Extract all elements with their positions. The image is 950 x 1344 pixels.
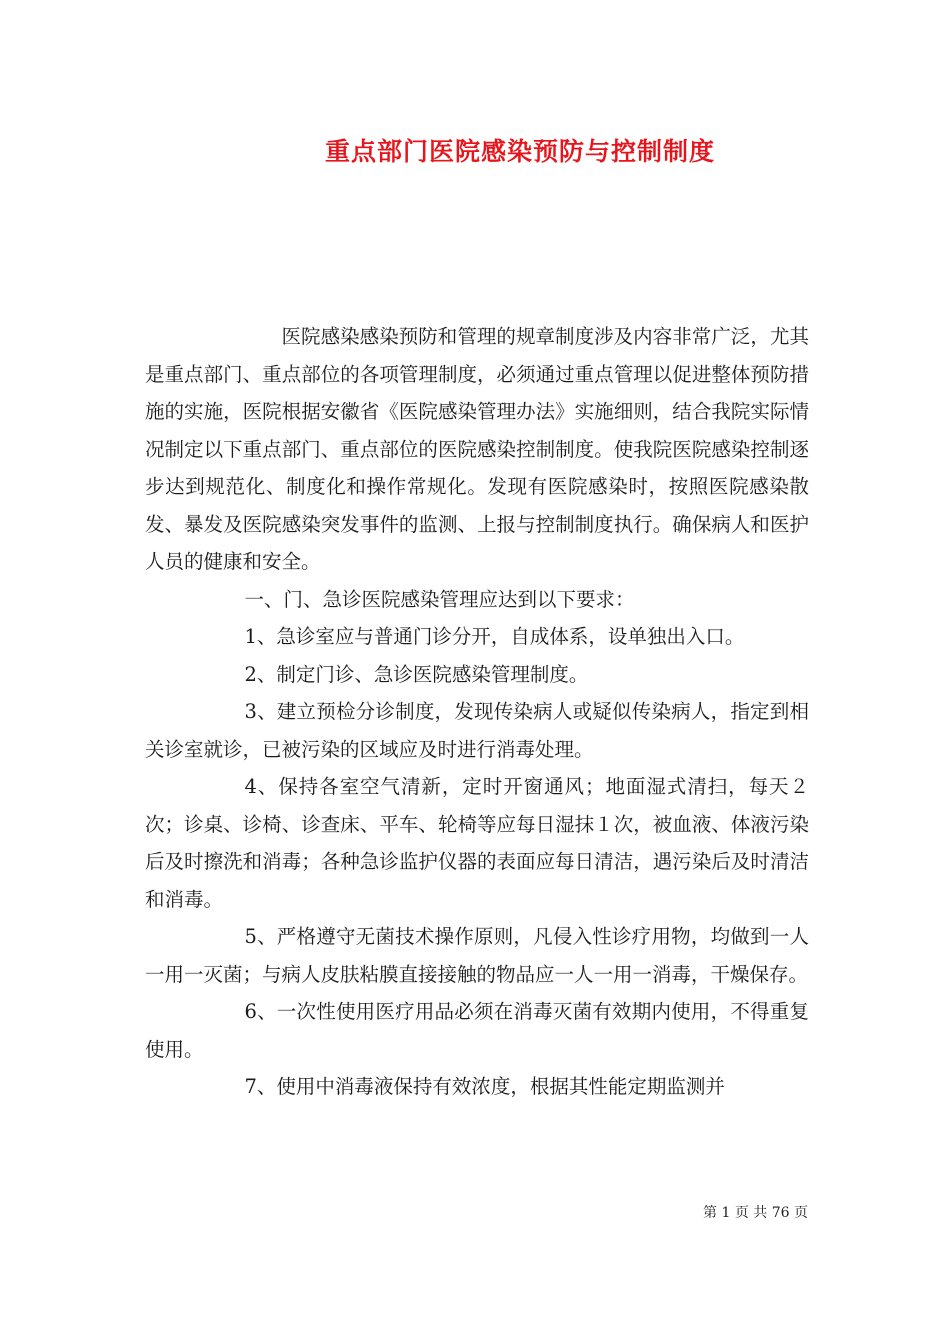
list-item: 3、建立预检分诊制度，发现传染病人或疑似传染病人，指定到相关诊室就诊，已被污染的区域应及时进行消毒处理。 [145,700,809,761]
list-item: 4、保持各室空气清新，定时开窗通风；地面湿式清扫，每天２次；诊桌、诊椅、诊查床、平车、轮椅等应每日湿抹１次，被血液、体液污染后及时擦洗和消毒；各种急诊监护仪器的表面应每日清洁，遇污染后及时清洁和消毒。 [145,775,809,911]
document-body [145,318,809,1106]
list-item: 2、制定门诊、急诊医院感染管理制度。 [244,662,589,686]
list-item: 6、一次性使用医疗用品必须在消毒灭菌有效期内使用，不得重复使用。 [145,1000,809,1061]
page-number: 第 1 页 共 76 页 [703,1205,808,1221]
list-item: 1、急诊室应与普通门诊分开，自成体系，设单独出入口。 [244,625,745,648]
document-title: 重点部门医院感染预防与控制制度 [324,137,715,166]
list-item: 5、严格遵守无菌技术操作原则，凡侵入性诊疗用物，均做到一人一用一灭菌；与病人皮肤粘膜直接接触的物品应一人一用一消毒，干燥保存。 [145,925,809,986]
list-item: 7、使用中消毒液保持有效浓度，根据其性能定期监测并 [244,1075,725,1098]
intro-paragraph: 医院感染感染预防和管理的规章制度涉及内容非常广泛，尤其是重点部门、重点部位的各项管理制度，必须通过重点管理以促进整体预防措施的实施，医院根据安徽省《医院感染管理办法》实施细则，结合我院实际情况制定以下重点部门、重点部位的医院感染控制制度。使我院医院感染控制逐步达到规范化、制度化和操作常规化。发现有医院感染时，按照医院感染散发、暴发及医院感染突发事件的监测、上报与控制制度执行。确保病人和医护人员的健康和安全。 [145,325,809,573]
section-heading: 一、门、急诊医院感染管理应达到以下要求： [244,587,635,611]
